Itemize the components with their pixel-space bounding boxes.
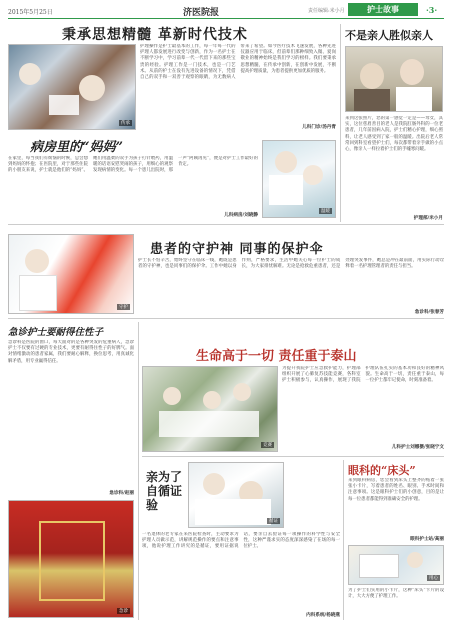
photo-caption-tag: 循证 xyxy=(269,519,278,524)
column-divider xyxy=(340,24,341,222)
photo-figure xyxy=(360,63,384,89)
article4-body: 护士长不怕辛苦，始终坚守在临床一线，她既是患者的守护神，也是同事们的保护伞。工作中她以身作则，严格要求，生活中她关心每一位护士的成长，为大家排忧解难。无论是抢救危重患者，还是处理突发事件，她总是冲在最前面，用实际行动诠释着一名护理管理者的责任与担当。 xyxy=(138,258,444,270)
photo-figure xyxy=(203,473,225,495)
photo-caption-tag: 守护 xyxy=(119,305,128,310)
page-header xyxy=(8,3,446,17)
article6-photo xyxy=(142,366,278,452)
photo-figure xyxy=(233,383,251,401)
article7-body: 一名退休的老专家在来医院检查时，主动要求为护理人员做示范，讲解规范操作的要点和注意事项，他说护理工作讲究的是循证，要用证据说话，要亲自去验证每一项操作的科学性与安全性，这种严谨求实的态度深深感染了在场的每一位护士。 xyxy=(142,532,340,550)
article5-photo xyxy=(8,500,134,618)
row-divider xyxy=(142,456,444,457)
photo-figure xyxy=(25,249,49,273)
article6-title: 生命高于一切 责任重于泰山 xyxy=(196,349,357,364)
photo-figure xyxy=(354,89,390,112)
article4-photo xyxy=(8,234,134,314)
photo-figure xyxy=(39,521,105,601)
article5-title: 急诊护士要耐得住性子 xyxy=(8,327,104,338)
article1-byline: 儿科门诊/汤丹青 xyxy=(302,125,336,130)
photo-figure xyxy=(407,552,423,568)
issue-date: 2015年5月25日 xyxy=(8,9,53,16)
photo-figure xyxy=(303,165,323,185)
article2-title: 不是亲人胜似亲人 xyxy=(345,29,433,42)
article1-body: 护理操作是护士最基本的工作，每一年每一代的护理人都发展进行改变与创新，作为一名护士在不断学习中，学习前辈一代一代留下来的那些宝贵的经验。护理工作是一门技术，也是一门艺术。从前的护士在没有先进设备的情况下，凭借自己的双手和一双善于观察的眼睛，为无数病人带来了希望。如今医疗技术飞速发展，各种先进仪器应用于临床，但前辈们那种细致入微、爱岗敬业的精神始终是我们学习的榜样。我们要秉承思想精髓，在传承中创新，在创新中发展，不断提高护理质量，为患者提供更加优质的服务。 xyxy=(140,44,336,81)
photo-figure xyxy=(49,95,79,115)
photo-figure xyxy=(359,554,399,578)
article1-title: 秉承思想精髓 革新时代技术 xyxy=(62,27,248,43)
article4-title: 患者的守护神 同事的保护伞 xyxy=(150,242,324,257)
photo-caption-tag: 温暖 xyxy=(321,209,330,214)
photo-figure xyxy=(19,63,41,85)
article2-body: 来到这张照片，您的第一感觉一定是——母女，其实，这位慈眉善目的老人是我院肛肠外科的一位老患者，几年前因病入院，护士们精心护理，细心照料，让老人感受到了家一般的温暖。出院后老人常常回到科室看望护士们，每次都带着亲手做的小点心，像亲人一样拉着护士们的手嘘寒问暖。 xyxy=(345,116,443,153)
article7-title-text: 亲为了自循证验 xyxy=(146,470,183,512)
article1-photo xyxy=(8,44,136,130)
article4-byline: 急诊科/张春芳 xyxy=(414,310,444,315)
photo-figure xyxy=(79,75,105,101)
column-divider xyxy=(138,322,139,620)
photo-figure xyxy=(203,391,221,409)
photo-caption-tag: 急诊 xyxy=(119,609,128,614)
article3-title: 病房里的“妈妈” xyxy=(30,140,123,155)
column-divider xyxy=(343,460,344,620)
article7-title xyxy=(146,470,188,512)
article8-photo xyxy=(348,545,444,585)
article3-body: 在家里，每当我们有烦恼的时候，总会想到妈妈的怀抱；在医院里，对于那些住院的小朋友来说，护士就是他们的“妈妈”。她们用温柔的双手为孩子打针喂药，用温暖的话语安慰哭闹的孩子，用细心的观察发现病情的变化。每一个患儿出院时，那一声“阿姨再见”，便是对护士工作最好的肯定。 xyxy=(8,156,258,174)
article6-byline: 儿科护士刘娜摄/张晓宁文 xyxy=(391,445,444,450)
newspaper-name: 济医院报 xyxy=(183,8,220,18)
article5-body: 急诊科是医院的窗口，每天面对的是各种突发的危重病人，急诊护士不仅要有过硬的专业技术，更要有耐得住性子的好脾气。面对情绪激动的患者家属，我们要耐心解释，换位思考，用真诚化解矛盾，用专业赢得信任。 xyxy=(8,340,134,364)
article8-title: 眼科的“床头” xyxy=(348,464,416,477)
article6-body: 为提升我院护士应急救护能力，护理部组织开展了心肺复苏技能竞赛，各科室护士积极参与，认真操作，展现了我院护理队伍扎实的基本功和良好的精神风貌。生命高于一切，责任重于泰山，每一位护士都牢记使命，时刻准备着。 xyxy=(282,366,444,384)
article8-byline: 眼科护士站/高丽 xyxy=(410,537,444,542)
article2-byline: 护理部/米小月 xyxy=(413,216,443,221)
row-divider xyxy=(8,224,444,225)
photo-caption-tag: 竞赛 xyxy=(263,443,272,448)
photo-figure xyxy=(400,59,424,85)
photo-figure xyxy=(163,387,181,405)
article7-photo xyxy=(188,462,284,528)
article8-photo-caption: 为了护士们实用的小卡片，这种“床头”卡片的设计，大大方便了护理工作。 xyxy=(348,588,444,600)
article5-byline: 急诊科/赵丽 xyxy=(109,491,134,496)
section-badge: 护士故事 xyxy=(348,3,418,16)
photo-figure xyxy=(396,87,432,112)
photo-figure xyxy=(275,151,297,173)
row-divider xyxy=(8,318,444,319)
article3-byline: 儿科病房/刘晓静 xyxy=(224,213,258,218)
photo-figure xyxy=(195,499,271,525)
page-number: ·3· xyxy=(426,5,438,15)
article2-photo xyxy=(345,46,443,112)
article8-body: 来到眼科病房，您会看到床头上整齐的贴着一张张小卡片，写着患者的姓名、眼别、手术时间和注意事项。这是眼科护士们的小创意，目的是让每一位患者都能得到准确安全的护理。 xyxy=(348,478,444,502)
photo-figure xyxy=(159,411,259,437)
photo-figure xyxy=(269,175,303,205)
header-rule xyxy=(8,18,444,19)
photo-figure xyxy=(19,275,57,311)
article7-byline: 内科系统/杨晓燕 xyxy=(306,613,340,618)
editor-credit: 责任编辑:米小月 xyxy=(308,8,345,14)
photo-caption-tag: 传承 xyxy=(121,121,130,126)
photo-caption-tag: 用心 xyxy=(429,576,438,581)
article3-photo xyxy=(262,140,336,218)
